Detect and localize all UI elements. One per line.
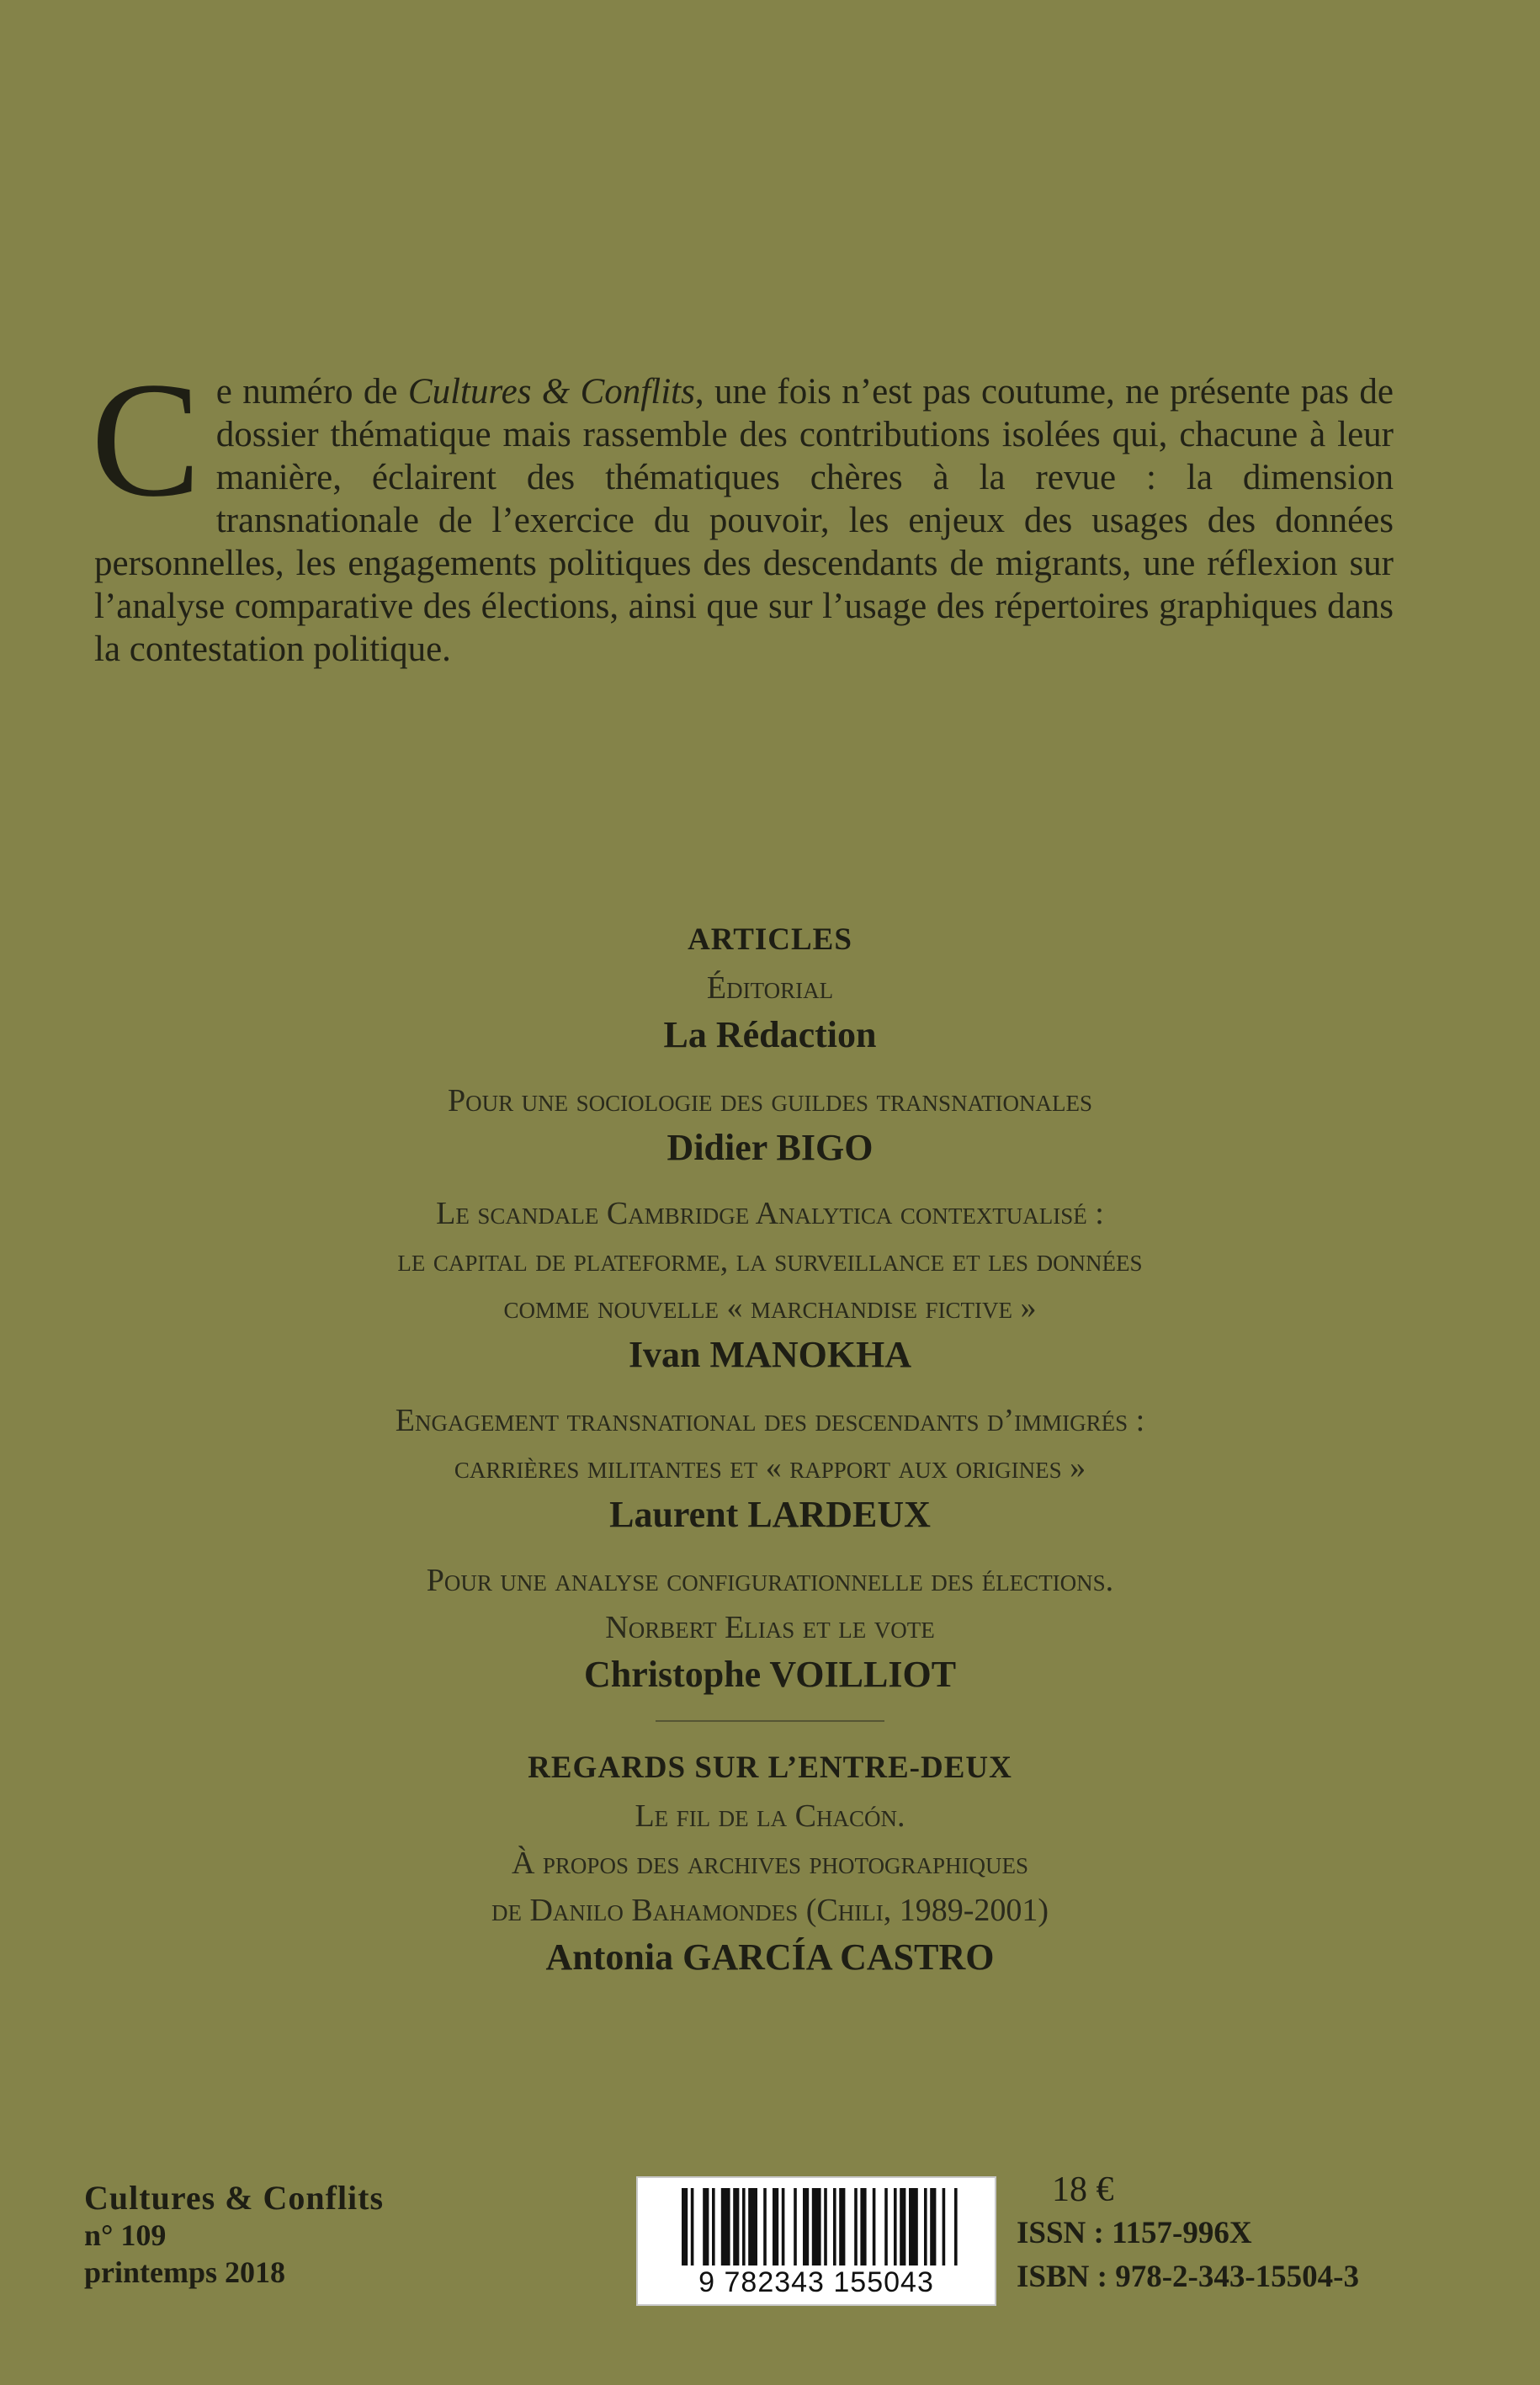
regards-list xyxy=(0,1793,1540,1981)
barcode-bar xyxy=(894,2188,897,2265)
barcode-bar xyxy=(682,2188,688,2265)
article-entry xyxy=(0,964,1540,1059)
barcode-bar xyxy=(691,2188,694,2265)
articles-list xyxy=(0,964,1540,1698)
barcode-bar xyxy=(812,2188,821,2265)
barcode-bar xyxy=(773,2188,778,2265)
issn: ISSN : 1157-996X xyxy=(1017,2216,1252,2250)
regards-title-line: À propos des archives photographiques xyxy=(511,1846,1029,1881)
article-title-line: Pour une analyse configurationnelle des élections. xyxy=(426,1563,1114,1598)
barcode-bar xyxy=(930,2188,936,2265)
intro-paragraph xyxy=(91,348,1394,671)
intro-text-rest: , une fois n’est pas coutume, ne présente pas de dossier thématique mais rassemble des contributions isolées qui, chacune à leur manière, éclairent des thématiques chères à la revue : la dimension transnationale de l’exercice du pouvoir, les enjeux des usages des données personnelles, les engagements politiques des descendants de migrants, une réflexion sur l’analyse comparative des élections, ainsi que sur l’usage des répertoires graphiques dans la contestation politique. xyxy=(94,372,1394,669)
intro-text-start: e numéro de xyxy=(215,372,408,412)
barcode-bar xyxy=(794,2188,797,2265)
section-divider xyxy=(656,1720,884,1722)
article-entry xyxy=(0,1397,1540,1538)
barcode-bar xyxy=(924,2188,927,2265)
article-title-line: Engagement transnational des descendants d’immigrés : xyxy=(395,1403,1145,1438)
barcode-bar xyxy=(954,2188,958,2265)
article-author: La Rédaction xyxy=(663,1014,877,1055)
regards-title-line: Le fil de la Chacón. xyxy=(635,1798,905,1834)
article-author: Christophe VOILLIOT xyxy=(583,1654,957,1695)
barcode-bar xyxy=(782,2188,785,2265)
isbn: ISBN : 978-2-343-15504-3 xyxy=(1017,2260,1359,2294)
regards-title-line: de Danilo Bahamondes (Chili, 1989-2001) xyxy=(491,1893,1049,1928)
barcode-bar xyxy=(803,2188,809,2265)
article-author: Didier BIGO xyxy=(666,1127,874,1168)
article-title-line: Le scandale Cambridge Analytica contextualisé : xyxy=(436,1196,1104,1231)
price: 18 € xyxy=(1052,2170,1114,2209)
regards-author: Antonia GARCÍA CASTRO xyxy=(545,1936,995,1978)
barcode-bar xyxy=(833,2188,836,2265)
journal-title-italic: Cultures & Conflits xyxy=(407,372,695,412)
journal-name: Cultures & Conflits xyxy=(84,2179,385,2217)
barcode-bar xyxy=(884,2188,888,2265)
article-title-line: comme nouvelle « marchandise fictive » xyxy=(503,1290,1037,1325)
issue-number: n° 109 xyxy=(84,2218,167,2252)
article-entry xyxy=(0,1557,1540,1698)
barcode-bars xyxy=(638,2178,995,2271)
article-author: Ivan MANOKHA xyxy=(628,1334,912,1375)
article-title-line: Pour une sociologie des guildes transnationales xyxy=(447,1083,1093,1118)
barcode-bar xyxy=(839,2188,845,2265)
publication-codes xyxy=(1017,2212,1359,2299)
article-entry xyxy=(0,1077,1540,1171)
barcode-bar xyxy=(824,2188,827,2265)
barcode-digits: 9 782343 155043 xyxy=(698,2266,934,2298)
barcode-bar xyxy=(900,2188,905,2265)
articles-heading: ARTICLES xyxy=(688,922,852,957)
barcode-bar xyxy=(854,2188,858,2265)
barcode-bar xyxy=(909,2188,918,2265)
barcode-bar xyxy=(943,2188,946,2265)
barcode-bar xyxy=(748,2188,757,2265)
article-entry xyxy=(0,1190,1540,1378)
issue-season: printemps 2018 xyxy=(84,2255,286,2289)
article-title-line: carrières militantes et « rapport aux origines » xyxy=(454,1450,1086,1485)
isbn-barcode xyxy=(636,2176,996,2306)
article-title-line: Norbert Elias et le vote xyxy=(605,1610,935,1645)
barcode-bar xyxy=(860,2188,866,2265)
barcode-bar xyxy=(703,2188,709,2265)
barcode-bar xyxy=(712,2188,715,2265)
table-of-contents xyxy=(0,919,1540,1981)
barcode-bar xyxy=(742,2188,746,2265)
barcode-bar xyxy=(873,2188,876,2265)
article-author: Laurent LARDEUX xyxy=(609,1494,931,1535)
regards-entry xyxy=(0,1793,1540,1981)
article-title-line: Éditorial xyxy=(706,970,834,1006)
journal-info xyxy=(84,2180,384,2291)
regards-heading: REGARDS SUR L’ENTRE-DEUX xyxy=(528,1750,1012,1785)
barcode-bar xyxy=(763,2188,767,2265)
barcode-bar xyxy=(721,2188,730,2265)
article-title-line: le capital de plateforme, la surveillance et les données xyxy=(397,1243,1143,1278)
drop-cap-letter: C xyxy=(91,348,201,531)
barcode-bar xyxy=(733,2188,739,2265)
